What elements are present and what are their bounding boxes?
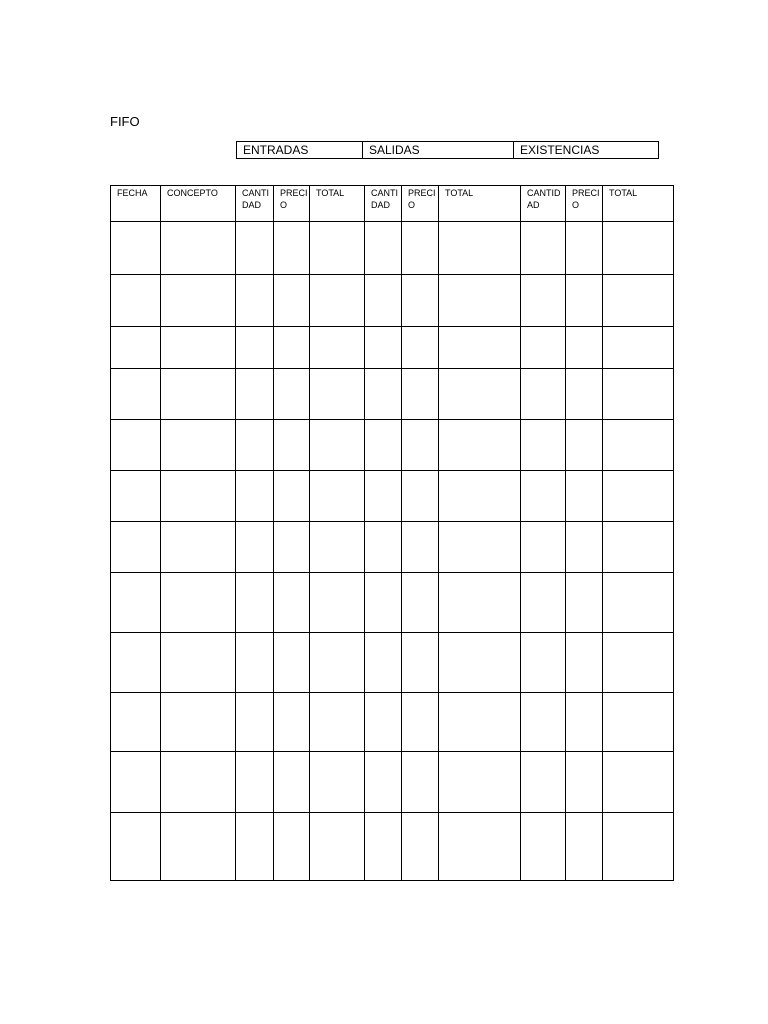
- table-cell: [566, 752, 603, 813]
- table-cell: [566, 369, 603, 420]
- table-cell: [310, 573, 365, 633]
- table-row: [111, 752, 674, 813]
- table-cell: [111, 420, 161, 471]
- table-cell: [603, 813, 674, 881]
- table-cell: [566, 222, 603, 275]
- table-cell: [439, 222, 521, 275]
- table-cell: [310, 327, 365, 369]
- table-cell: [161, 222, 236, 275]
- table-cell: [236, 813, 274, 881]
- table-cell: [236, 471, 274, 522]
- table-cell: [521, 420, 566, 471]
- table-cell: [566, 522, 603, 573]
- section-salidas: SALIDAS: [363, 142, 514, 159]
- table-cell: [402, 573, 439, 633]
- table-cell: [236, 369, 274, 420]
- header-existencias-precio: PRECIO: [566, 186, 603, 222]
- section-existencias: EXISTENCIAS: [514, 142, 659, 159]
- table-cell: [310, 369, 365, 420]
- table-cell: [566, 573, 603, 633]
- table-cell: [161, 471, 236, 522]
- table-cell: [566, 693, 603, 752]
- table-cell: [310, 522, 365, 573]
- table-cell: [274, 573, 310, 633]
- table-cell: [402, 275, 439, 327]
- table-cell: [236, 573, 274, 633]
- table-cell: [236, 420, 274, 471]
- table-cell: [274, 471, 310, 522]
- table-cell: [111, 693, 161, 752]
- table-cell: [111, 573, 161, 633]
- table-cell: [236, 693, 274, 752]
- table-cell: [521, 471, 566, 522]
- table-row: [111, 633, 674, 693]
- table-cell: [365, 813, 402, 881]
- table-cell: [111, 222, 161, 275]
- table-cell: [439, 275, 521, 327]
- table-cell: [274, 813, 310, 881]
- table-cell: [365, 573, 402, 633]
- table-cell: [521, 327, 566, 369]
- table-cell: [521, 813, 566, 881]
- table-cell: [439, 369, 521, 420]
- table-cell: [274, 327, 310, 369]
- table-cell: [603, 522, 674, 573]
- table-cell: [274, 522, 310, 573]
- table-cell: [521, 633, 566, 693]
- table-row: [111, 813, 674, 881]
- table-cell: [365, 522, 402, 573]
- header-fecha: FECHA: [111, 186, 161, 222]
- table-cell: [310, 693, 365, 752]
- table-cell: [402, 471, 439, 522]
- table-cell: [521, 752, 566, 813]
- header-concepto: CONCEPTO: [161, 186, 236, 222]
- header-entradas-cantidad: CANTIDAD: [236, 186, 274, 222]
- table-cell: [365, 327, 402, 369]
- table-cell: [402, 752, 439, 813]
- table-cell: [402, 633, 439, 693]
- header-entradas-precio: PRECIO: [274, 186, 310, 222]
- fifo-ledger-table: [110, 185, 674, 881]
- table-cell: [603, 573, 674, 633]
- table-cell: [439, 420, 521, 471]
- table-cell: [566, 420, 603, 471]
- table-cell: [521, 275, 566, 327]
- table-cell: [161, 369, 236, 420]
- table-cell: [236, 522, 274, 573]
- table-cell: [365, 222, 402, 275]
- ledger-body: [111, 222, 674, 881]
- table-cell: [236, 633, 274, 693]
- table-cell: [439, 522, 521, 573]
- header-existencias-cantidad: CANTIDAD: [521, 186, 566, 222]
- table-cell: [310, 471, 365, 522]
- table-cell: [236, 222, 274, 275]
- table-cell: [161, 522, 236, 573]
- table-cell: [111, 752, 161, 813]
- table-cell: [274, 222, 310, 275]
- table-cell: [439, 573, 521, 633]
- table-cell: [274, 369, 310, 420]
- table-cell: [521, 222, 566, 275]
- table-cell: [161, 573, 236, 633]
- header-entradas-total: TOTAL: [310, 186, 365, 222]
- table-row: [111, 327, 674, 369]
- table-cell: [603, 327, 674, 369]
- table-cell: [365, 752, 402, 813]
- table-cell: [402, 522, 439, 573]
- table-cell: [236, 752, 274, 813]
- table-cell: [274, 752, 310, 813]
- section-header-table: [236, 141, 659, 159]
- header-salidas-cantidad: CANTIDAD: [365, 186, 402, 222]
- table-cell: [236, 275, 274, 327]
- table-cell: [111, 275, 161, 327]
- table-cell: [603, 693, 674, 752]
- table-cell: [274, 633, 310, 693]
- header-salidas-total: TOTAL: [439, 186, 521, 222]
- table-cell: [310, 752, 365, 813]
- table-cell: [603, 369, 674, 420]
- table-row: [111, 420, 674, 471]
- table-cell: [111, 327, 161, 369]
- table-cell: [274, 275, 310, 327]
- table-cell: [402, 693, 439, 752]
- table-cell: [603, 420, 674, 471]
- table-cell: [111, 813, 161, 881]
- section-header-row: [237, 142, 659, 159]
- table-cell: [161, 752, 236, 813]
- table-row: [111, 573, 674, 633]
- document-title: FIFO: [110, 114, 140, 129]
- table-row: [111, 222, 674, 275]
- table-cell: [521, 573, 566, 633]
- table-cell: [521, 693, 566, 752]
- table-cell: [161, 420, 236, 471]
- table-cell: [603, 471, 674, 522]
- table-cell: [365, 471, 402, 522]
- table-cell: [402, 420, 439, 471]
- table-cell: [603, 222, 674, 275]
- table-row: [111, 471, 674, 522]
- section-entradas: ENTRADAS: [237, 142, 363, 159]
- table-row: [111, 369, 674, 420]
- header-salidas-precio: PRECIO: [402, 186, 439, 222]
- table-cell: [310, 275, 365, 327]
- table-cell: [111, 633, 161, 693]
- table-cell: [111, 369, 161, 420]
- table-cell: [365, 420, 402, 471]
- table-cell: [521, 369, 566, 420]
- table-cell: [111, 471, 161, 522]
- table-cell: [521, 522, 566, 573]
- table-cell: [161, 275, 236, 327]
- table-cell: [402, 813, 439, 881]
- table-cell: [566, 633, 603, 693]
- table-cell: [161, 633, 236, 693]
- table-cell: [402, 369, 439, 420]
- table-cell: [274, 420, 310, 471]
- table-cell: [439, 633, 521, 693]
- table-cell: [310, 222, 365, 275]
- table-cell: [161, 327, 236, 369]
- table-cell: [310, 813, 365, 881]
- table-row: [111, 522, 674, 573]
- table-cell: [603, 633, 674, 693]
- table-cell: [161, 693, 236, 752]
- table-cell: [566, 275, 603, 327]
- table-cell: [365, 633, 402, 693]
- table-cell: [310, 633, 365, 693]
- table-cell: [111, 522, 161, 573]
- table-cell: [402, 222, 439, 275]
- table-cell: [566, 327, 603, 369]
- header-existencias-total: TOTAL: [603, 186, 674, 222]
- table-cell: [365, 369, 402, 420]
- table-cell: [603, 275, 674, 327]
- table-cell: [603, 752, 674, 813]
- table-cell: [439, 752, 521, 813]
- table-cell: [402, 327, 439, 369]
- table-cell: [439, 327, 521, 369]
- table-cell: [439, 813, 521, 881]
- ledger-header-row: [111, 186, 674, 222]
- table-cell: [310, 420, 365, 471]
- table-row: [111, 693, 674, 752]
- table-cell: [365, 275, 402, 327]
- table-cell: [365, 693, 402, 752]
- table-cell: [566, 813, 603, 881]
- table-cell: [439, 693, 521, 752]
- table-cell: [566, 471, 603, 522]
- table-cell: [439, 471, 521, 522]
- table-cell: [236, 327, 274, 369]
- table-cell: [161, 813, 236, 881]
- table-row: [111, 275, 674, 327]
- table-cell: [274, 693, 310, 752]
